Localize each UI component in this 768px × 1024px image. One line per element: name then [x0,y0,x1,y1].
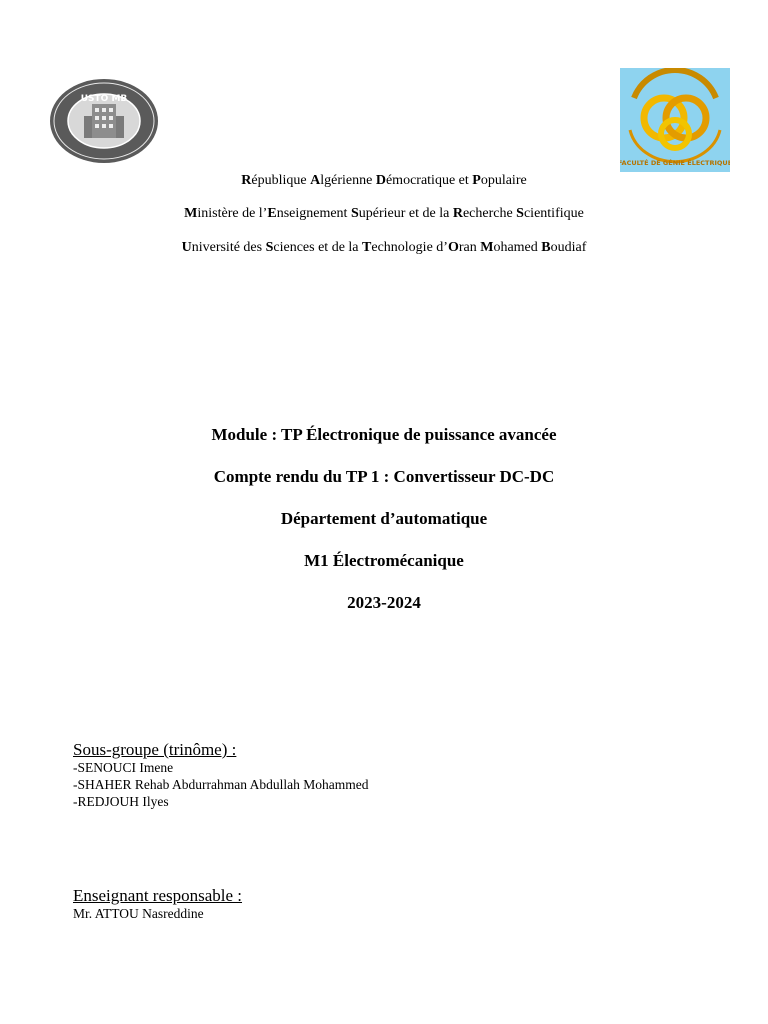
initial-letter: T [362,240,372,255]
teacher-heading: Enseignant responsable : [73,886,243,905]
level: M1 Électromécanique [304,551,464,570]
line-text: echnologie d’ [371,240,448,255]
line-text: upérieur et de la [358,206,453,221]
line-text: nseignement [276,206,351,221]
line-text: ran [458,240,481,255]
department: Département d’automatique [280,509,488,528]
initial-letter: P [472,173,481,188]
line-text: opulaire [480,173,527,188]
faculty-logo-icon [620,68,730,172]
initial-letter: S [265,240,274,255]
module-title: Module : TP Électronique de puissance avancée [211,425,557,444]
line-text: lgérienne [320,173,376,188]
initial-letter: S [516,206,524,221]
line-text: niversité des [191,240,266,255]
university-seal-icon [48,78,160,164]
teacher-name: Mr. ATTOU Nasreddine [73,906,204,921]
line-text: oudiaf [550,240,587,255]
university-line [0,240,768,256]
svg-text:FACULTÉ DE GÉNIE ÉLECTRIQUE: FACULTÉ DE GÉNIE ÉLECTRIQUE [620,159,730,167]
group-member: -REDJOUH Ilyes [73,794,169,809]
initial-letter: S [350,206,359,221]
line-text: inistère de l’ [197,206,268,221]
republic-line [0,173,768,189]
initial-letter: A [310,173,321,188]
line-text: ciences et de la [273,240,363,255]
initial-letter: D [375,173,386,188]
line-text: ohamed [493,240,542,255]
initial-letter: E [267,206,277,221]
initial-letter: M [480,240,494,255]
initial-letter: O [447,240,459,255]
initial-letter: U [181,240,192,255]
initial-letter: R [452,206,463,221]
academic-year: 2023-2024 [347,593,421,612]
svg-text:USTO MB: USTO MB [80,94,128,104]
initial-letter: B [541,240,551,255]
initial-letter: M [184,206,198,221]
line-text: épublique [251,173,311,188]
line-text: cientifique [523,206,584,221]
line-text: echerche [462,206,517,221]
group-member: -SENOUCI Imene [73,760,174,775]
initial-letter: R [241,173,252,188]
line-text: émocratique et [385,173,473,188]
group-heading: Sous-groupe (trinôme) : [73,740,237,759]
ministry-line [0,206,768,222]
report-title: Compte rendu du TP 1 : Convertisseur DC-DC [213,467,555,486]
group-member: -SHAHER Rehab Abdurrahman Abdullah Mohammed [73,777,369,792]
